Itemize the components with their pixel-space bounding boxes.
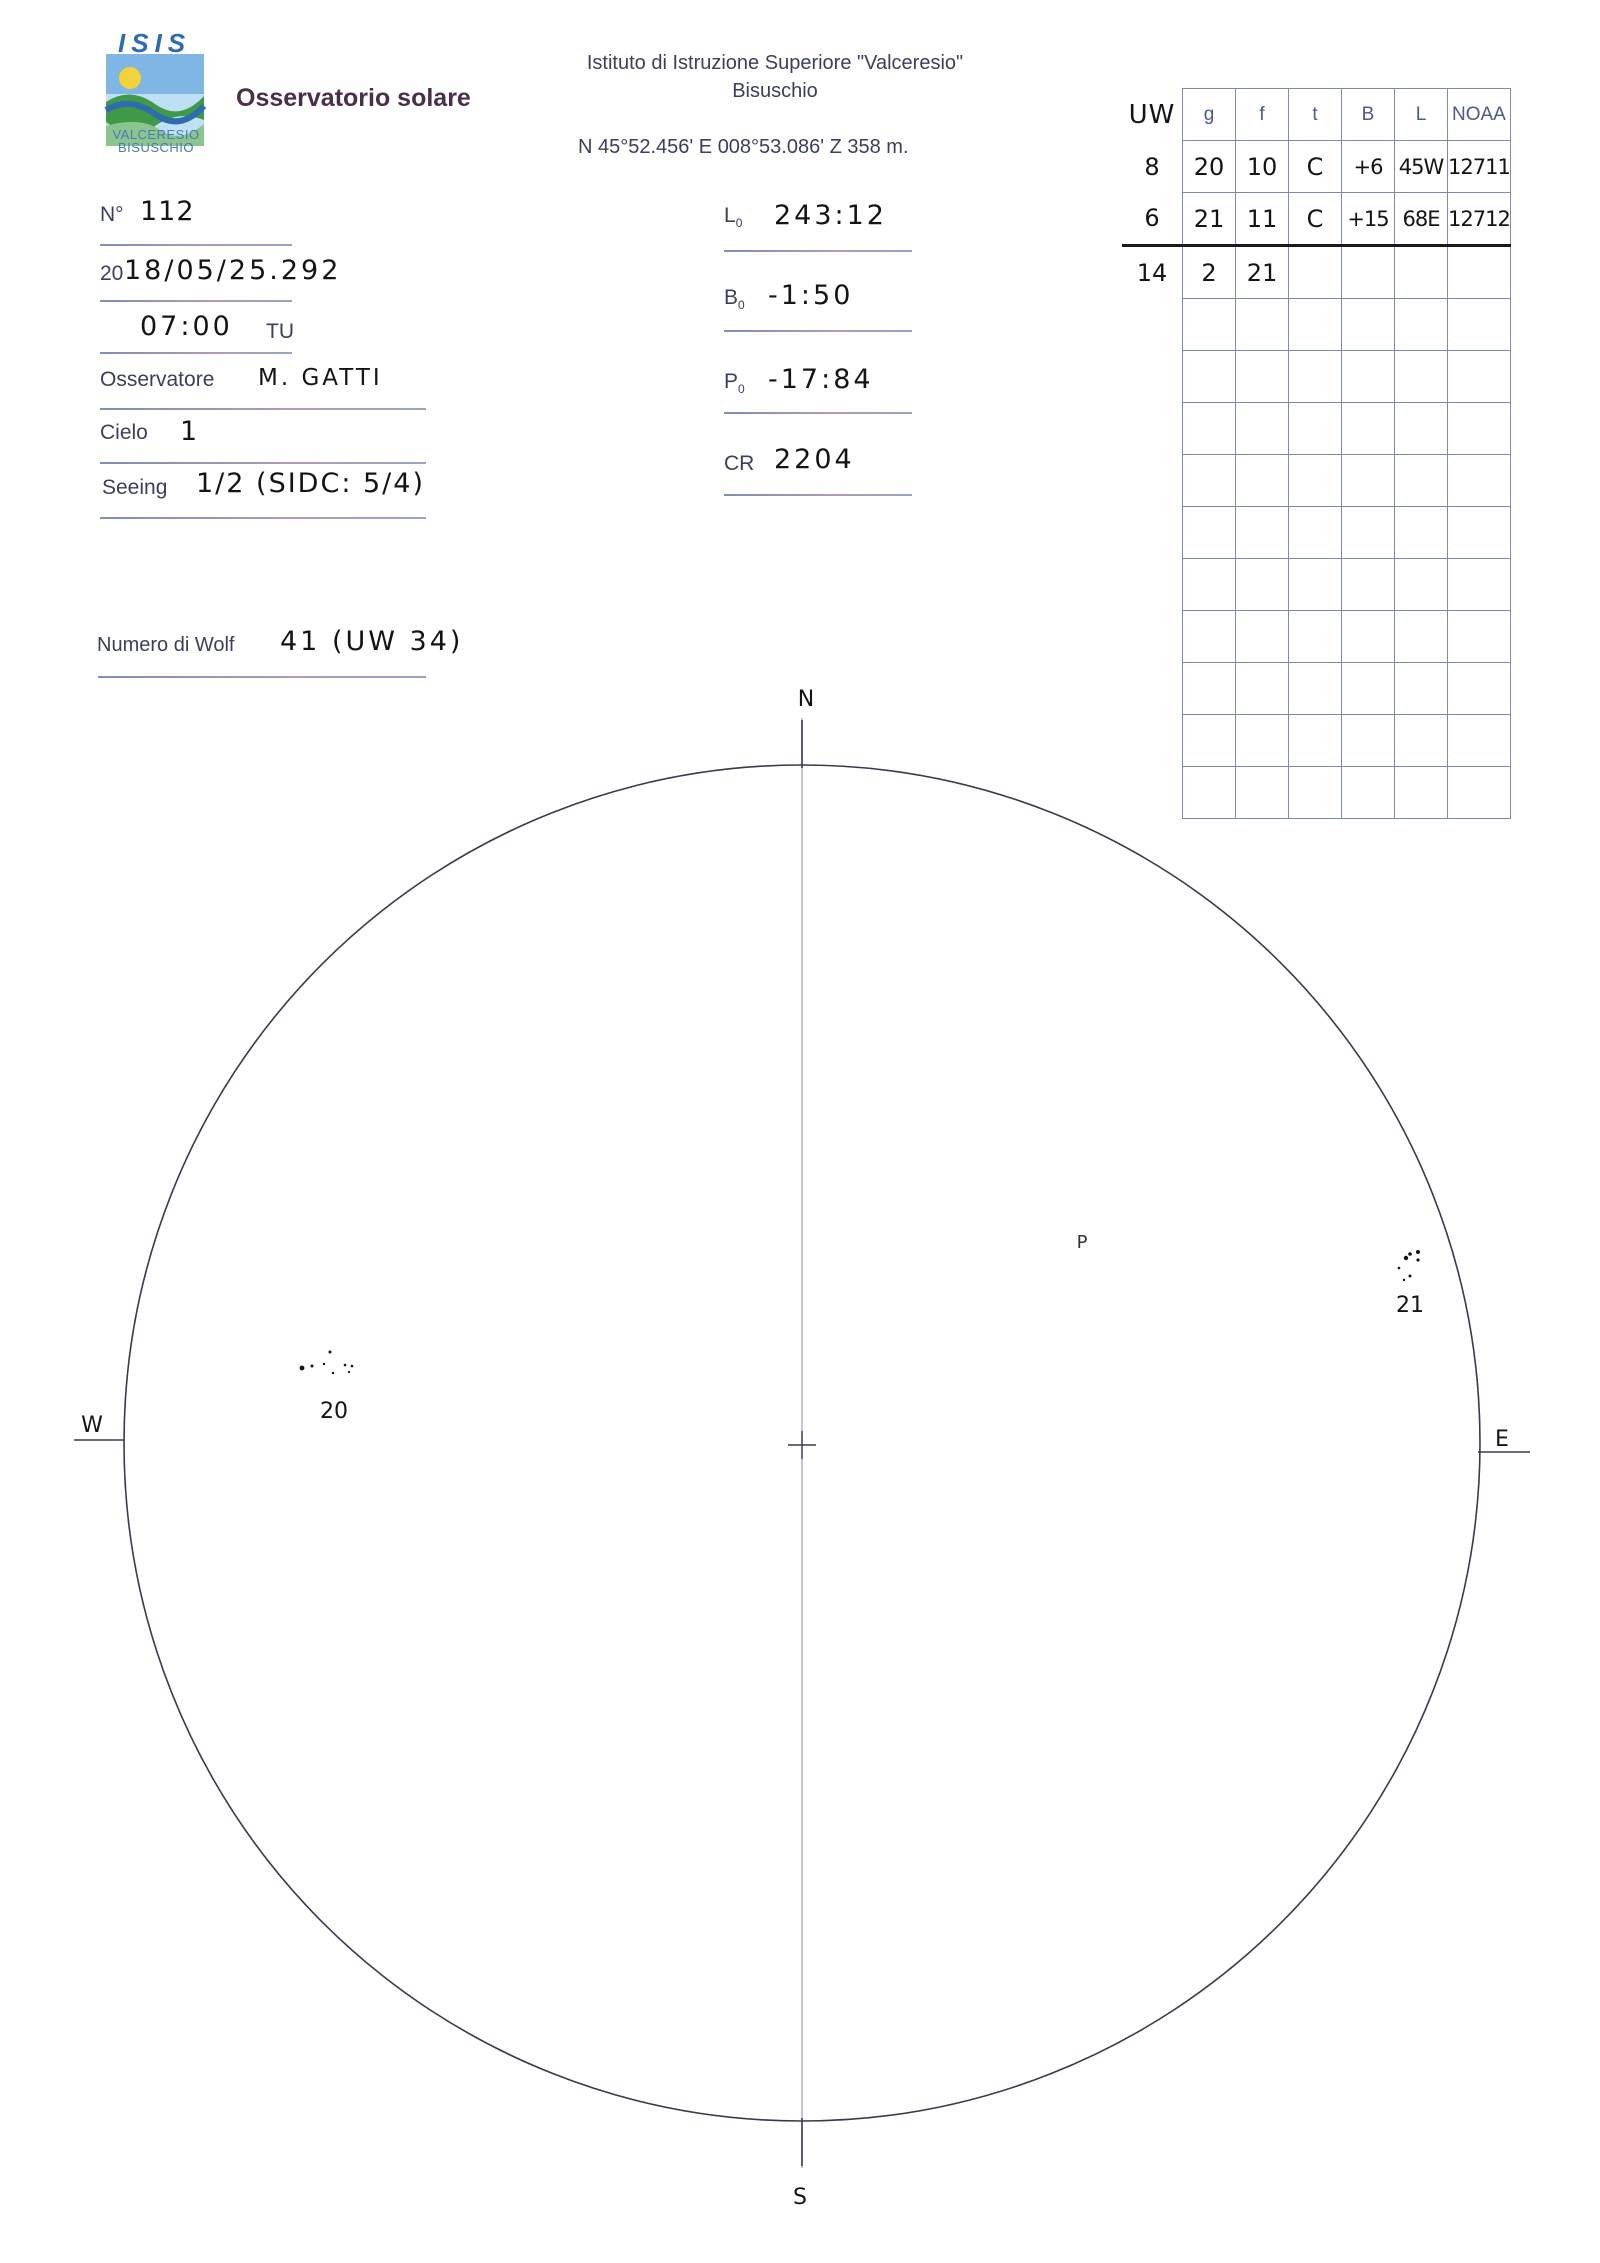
table-cell: NOAA <box>1448 89 1511 141</box>
observer-label: Osservatore <box>100 368 215 391</box>
table-cell: 45W <box>1395 141 1448 193</box>
table-cell: 68E <box>1395 193 1448 246</box>
table-cell: C <box>1289 193 1342 246</box>
table-cell: g <box>1183 89 1236 141</box>
L0-value: 243:12 <box>774 200 887 231</box>
seeing-value: 1/2 (SIDC: 5/4) <box>196 468 425 499</box>
seeing-label: Seeing <box>102 476 168 499</box>
table-cell: UW <box>1122 89 1183 141</box>
P0-value: -17:84 <box>768 364 874 395</box>
number-value: 112 <box>140 196 195 227</box>
east-label: E <box>1495 1427 1509 1452</box>
group-label-20: 20 <box>320 1399 348 1424</box>
table-cell: f <box>1236 89 1289 141</box>
south-label: S <box>793 2185 807 2210</box>
L0-label: $L_0$ <box>724 204 743 231</box>
table-cell: 2 <box>1183 246 1236 299</box>
table-cell: 12711 <box>1448 141 1511 193</box>
B0-label: $B_0$ <box>724 286 745 313</box>
west-label: W <box>81 1413 103 1438</box>
group-label-21: 21 <box>1396 1293 1424 1318</box>
logo-caption-line2: BISUSCHIO <box>117 140 194 155</box>
sky-label: Cielo <box>100 421 148 444</box>
table-cell: +15 <box>1342 193 1395 246</box>
logo-letters: ISIS <box>118 28 192 58</box>
time-label: TU <box>266 320 294 343</box>
table-cell: 6 <box>1122 193 1183 246</box>
date-prefix: 20 <box>100 262 124 285</box>
north-label: N <box>797 687 815 712</box>
wolf-label: Numero di Wolf <box>97 634 235 656</box>
date-value: 18/05/25.292 <box>124 255 342 286</box>
wolf-value: 41 (UW 34) <box>280 626 464 657</box>
observatory-title: Osservatorio solare <box>236 84 471 112</box>
table-cell: L <box>1395 89 1448 141</box>
institute-name: Istituto di Istruzione Superiore "Valceresio" <box>586 52 964 74</box>
sunspot-group-20 <box>300 1351 354 1375</box>
P0-label: $P_0$ <box>724 370 745 397</box>
table-cell: 8 <box>1122 141 1183 193</box>
table-cell: C <box>1289 141 1342 193</box>
CR-label: CR <box>724 452 755 475</box>
pole-mark: P <box>1076 1232 1088 1253</box>
institute-town: Bisuschio <box>732 80 818 102</box>
table-cell: 14 <box>1122 246 1183 299</box>
B0-value: -1:50 <box>768 280 854 311</box>
table-cell: 21 <box>1236 246 1289 299</box>
observer-value: M. GATTI <box>258 365 383 391</box>
observatory-coordinates: N 45°52.456' E 008°53.086' Z 358 m. <box>578 136 909 158</box>
sky-value: 1 <box>180 416 201 447</box>
table-cell: B <box>1342 89 1395 141</box>
table-cell: 11 <box>1236 193 1289 246</box>
table-cell: 10 <box>1236 141 1289 193</box>
time-value: 07:00 <box>140 311 233 342</box>
CR-value: 2204 <box>774 444 855 475</box>
table-cell: 21 <box>1183 193 1236 246</box>
table-cell: +6 <box>1342 141 1395 193</box>
number-label: N° <box>100 203 124 226</box>
table-cell: 12712 <box>1448 193 1511 246</box>
table-cell: 20 <box>1183 141 1236 193</box>
table-cell: t <box>1289 89 1342 141</box>
sunspot-group-21 <box>1398 1250 1420 1281</box>
logo-caption-line1: VALCERESIO <box>112 127 200 142</box>
